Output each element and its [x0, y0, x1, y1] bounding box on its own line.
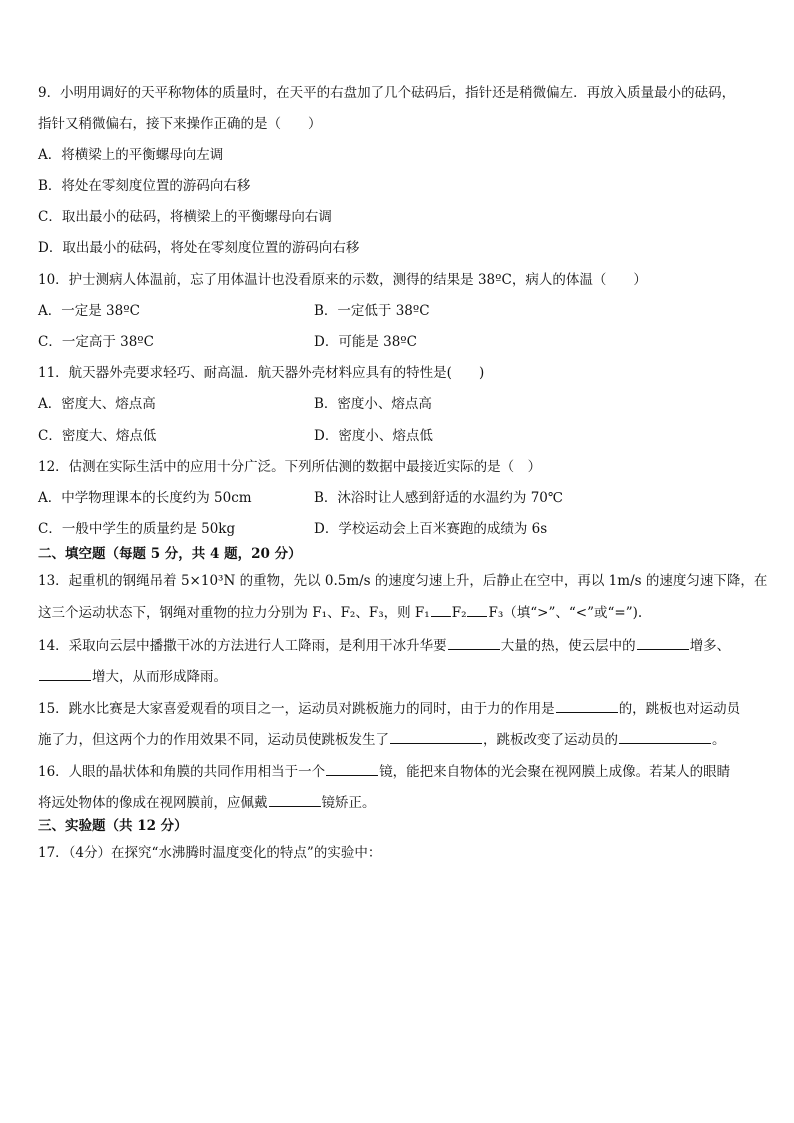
q16-text-b: 镜，能把来自物体的光会聚在视网膜上成像。若某人的眼睛 [379, 764, 731, 780]
q10-stem: 10．护士测病人体温前，忘了用体温计也没看原来的示数，测得的结果是 38ºC，病人的体温（ ） [38, 272, 647, 288]
q15-stem-line1 [38, 699, 740, 718]
q14-stem-line2 [38, 667, 227, 686]
q15-blank-3[interactable] [619, 730, 711, 744]
q13-text-c: F₃（填“>”、“<”或“=”). [488, 605, 643, 621]
q16-text-d: 镜矫正。 [321, 795, 376, 811]
q10-option-b: B．一定低于 38ºC [314, 303, 430, 319]
q16-text-c: 将远处物体的像成在视网膜前，应佩戴 [38, 795, 268, 811]
q12-option-c: C．一般中学生的质量约是 50kg [38, 521, 236, 537]
q11-option-b: B．密度小、熔点高 [314, 396, 432, 412]
q9-option-d: D．取出最小的砝码，将处在零刻度位置的游码向右移 [38, 240, 360, 256]
q15-text-e: 。 [712, 732, 726, 748]
q14-text-d: 增大，从而形成降雨。 [92, 669, 227, 685]
q13-blank-1[interactable] [431, 603, 451, 617]
q14-text-a: 14．采取向云层中播撒干冰的方法进行人工降雨，是利用干冰升华要 [38, 638, 447, 654]
q15-text-c: 施了力，但这两个力的作用效果不同，运动员使跳板发生了 [38, 732, 389, 748]
q14-blank-3[interactable] [39, 667, 91, 681]
q12-option-a: A．中学物理课本的长度约为 50cm [38, 490, 252, 506]
q9-stem-line1: 9．小明用调好的天平称物体的质量时，在天平的右盘加了几个砝码后，指针还是稍微偏左．再放入质量最小的砝码， [38, 85, 736, 101]
q11-option-c: C．密度大、熔点低 [38, 428, 157, 444]
q9-option-c: C．取出最小的砝码，将横梁上的平衡螺母向右调 [38, 209, 332, 225]
q9-option-b: B．将处在零刻度位置的游码向右移 [38, 178, 251, 194]
q10-option-c: C．一定高于 38ºC [38, 334, 154, 350]
q15-text-a: 15．跳水比赛是大家喜爱观看的项目之一，运动员对跳板施力的同时，由于力的作用是 [38, 701, 555, 717]
q13-stem-line2 [38, 603, 642, 622]
q16-blank-1[interactable] [326, 762, 378, 776]
q14-text-c: 增多、 [689, 638, 731, 654]
q12-option-d: D．学校运动会上百米赛跑的成绩为 6s [314, 521, 548, 537]
q14-stem-line1 [38, 636, 730, 655]
q12-stem: 12．估测在实际生活中的应用十分广泛。下列所估测的数据中最接近实际的是（ ） [38, 459, 542, 475]
q13-stem-line1: 13．起重机的钢绳吊着 5×10³N 的重物，先以 0.5m/s 的速度匀速上升，后静止在空中，再以 1m/s 的速度匀速下降，在 [38, 573, 768, 589]
q9-stem-line2: 指针又稍微偏右，接下来操作正确的是（ ） [38, 116, 322, 132]
q15-text-b: 的，跳板也对运动员 [618, 701, 741, 717]
q13-text-a: 这三个运动状态下，钢绳对重物的拉力分别为 F₁、F₂、F₃，则 F₁ [38, 605, 430, 621]
q14-blank-1[interactable] [448, 636, 500, 650]
section-experiment-title: 三、实验题（共 12 分） [38, 818, 188, 834]
q10-option-a: A．一定是 38ºC [38, 303, 140, 319]
q15-stem-line2 [38, 730, 726, 749]
q11-stem: 11．航天器外壳要求轻巧、耐高温．航天器外壳材料应具有的特性是( ) [38, 365, 485, 381]
q16-stem-line1 [38, 762, 730, 781]
q10-option-d: D．可能是 38ºC [314, 334, 417, 350]
q16-blank-2[interactable] [269, 793, 321, 807]
q13-blank-2[interactable] [467, 603, 487, 617]
section-fill-in-title: 二、填空题（每题 5 分，共 4 题，20 分） [38, 546, 302, 562]
q9-option-a: A．将横梁上的平衡螺母向左调 [38, 147, 224, 163]
q17-stem: 17．（4分）在探究“水沸腾时温度变化的特点”的实验中： [38, 845, 382, 861]
q16-text-a: 16．人眼的晶状体和角膜的共同作用相当于一个 [38, 764, 326, 780]
q15-blank-2[interactable] [390, 730, 482, 744]
q13-text-b: F₂ [451, 605, 467, 621]
q12-option-b: B．沐浴时让人感到舒适的水温约为 70℃ [314, 490, 563, 506]
q14-blank-2[interactable] [637, 636, 689, 650]
q16-stem-line2 [38, 793, 376, 812]
q11-option-a: A．密度大、熔点高 [38, 396, 156, 412]
q14-text-b: 大量的热，使云层中的 [500, 638, 636, 654]
q15-blank-1[interactable] [556, 699, 618, 713]
q11-option-d: D．密度小、熔点低 [314, 428, 433, 444]
q15-text-d: ，跳板改变了运动员的 [483, 732, 618, 748]
